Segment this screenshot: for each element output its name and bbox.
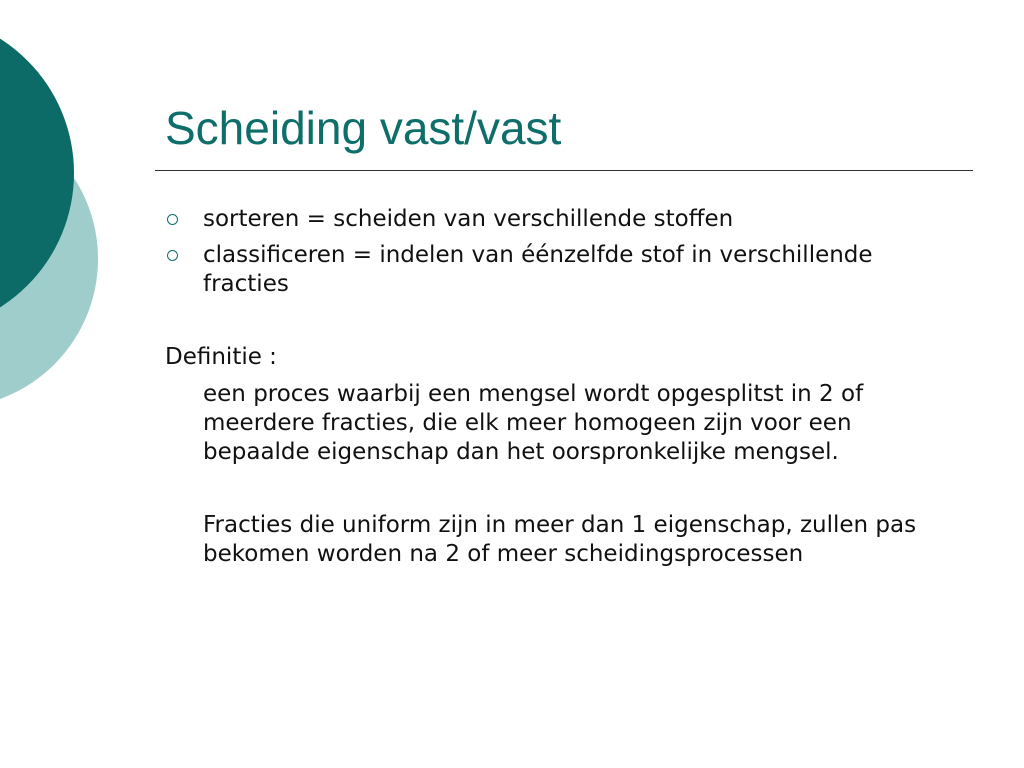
definition-paragraph: een proces waarbij een mengsel wordt opgesplitst in 2 of meerdere fracties, die elk meer homogeen zijn voor een bepaalde eigenschap dan het oorspronkelijke mengsel.: [203, 381, 864, 465]
definition-heading: Definitie :: [165, 344, 277, 370]
bullet-text: sorteren = scheiden van verschillende stoffen: [203, 206, 734, 232]
bullet-list: [165, 205, 965, 299]
fractions-paragraph: Fracties die uniform zijn in meer dan 1 eigenschap, zullen pas bekomen worden na 2 of meer scheidingsprocessen: [203, 512, 917, 567]
title-divider: [155, 170, 973, 171]
slide-title: Scheiding vast/vast: [165, 102, 562, 154]
bullet-text: classificeren = indelen van éénzelfde stof in verschillende fracties: [203, 242, 873, 297]
bullet-item-sorteren: [165, 205, 965, 234]
bullet-item-classificeren: [165, 241, 965, 299]
hollow-circle-icon: [167, 250, 178, 261]
slide-body: [165, 205, 965, 569]
hollow-circle-icon: [167, 214, 178, 225]
